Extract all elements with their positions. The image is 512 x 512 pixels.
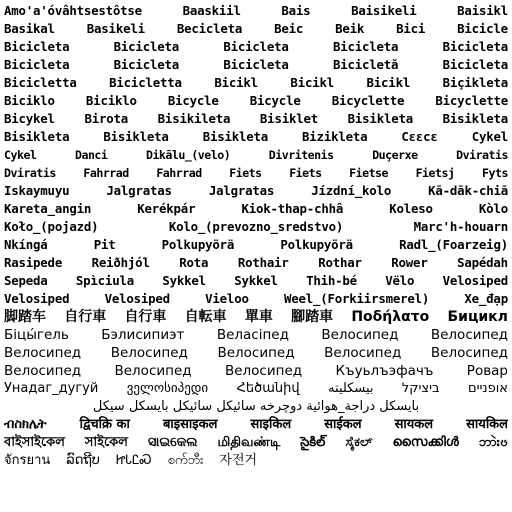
bicycle-word: Fyts <box>482 166 508 180</box>
bicycle-word: Bicicleta <box>4 39 70 54</box>
bicycle-word: Baisikl <box>457 3 508 18</box>
bicycle-word: Baaskiil <box>182 3 241 18</box>
bicycle-word: 自転車 <box>184 309 227 325</box>
bicycle-word: Cykel <box>4 148 37 162</box>
bicycle-word: 脚踏车 <box>4 309 46 325</box>
text-line <box>4 380 508 398</box>
bicycle-word: Velosiped <box>442 273 508 288</box>
bicycle-word: Ποδήλατο <box>351 309 430 325</box>
word-cloud <box>4 2 508 510</box>
text-line <box>4 92 508 110</box>
bicycle-word: ସାଇକେଲ <box>147 435 198 450</box>
bicycle-word: Nkíngá <box>4 237 48 252</box>
bicycle-word: Bicicleta <box>113 57 179 72</box>
text-line <box>4 128 508 146</box>
bicycle-word: Jalgratas <box>106 183 172 198</box>
bicycle-word: Велосипед <box>430 327 508 343</box>
bicycle-word: 腳踏車 <box>291 309 334 325</box>
bicycle-word: Kareta_angin <box>4 201 92 216</box>
bicycle-word: Dikālu_(velo) <box>145 148 231 162</box>
bicycle-word: Велосипед <box>430 345 508 361</box>
bicycle-word: Pit <box>93 237 116 252</box>
text-line <box>4 164 508 182</box>
bicycle-word: Koleso <box>389 201 433 216</box>
text-line <box>4 416 508 434</box>
bicycle-word: बाइसाइकल <box>162 417 218 432</box>
bicycle-word: Kolo_(prevozno_sredstvo) <box>168 219 344 234</box>
bicycle-word: Fahrrad <box>156 166 202 180</box>
text-line <box>4 362 508 380</box>
text-line <box>4 56 508 74</box>
bicycle-word: Bicikl <box>290 75 334 90</box>
bicycle-word: Xe_đạp <box>464 291 508 306</box>
bicycle-word: Bicicleta <box>113 39 179 54</box>
bicycle-word: Velosiped <box>4 291 70 306</box>
text-line <box>4 290 508 308</box>
text-line <box>4 272 508 290</box>
bicycle-word: Cɛɛcɛ <box>401 129 438 144</box>
bicycle-word: Bicicletta <box>4 75 77 90</box>
bicycle-word: സൈക്കിൾ <box>392 435 459 450</box>
bicycle-word: Jízdní_kolo <box>311 183 392 198</box>
bicycle-word: Bais <box>281 3 311 18</box>
bicycle-word: Polkupyörä <box>280 237 353 252</box>
bicycle-word: ᏥᏓᏝᏍ <box>115 453 152 468</box>
bicycle-word: Bicicletă <box>332 57 399 72</box>
bicycle-word: Bicicleta <box>332 39 399 54</box>
bicycle-word: Beic <box>274 21 304 36</box>
bicycle-word: Dviratis <box>4 166 56 180</box>
bicycle-word: Fahrrad <box>83 166 129 180</box>
bicycle-word: Baisikeli <box>351 3 417 18</box>
bicycle-word: Marc'h-houarn <box>413 219 508 234</box>
bicycle-word: Ровар <box>466 363 508 379</box>
bicycle-word: Bicicleta <box>223 57 289 72</box>
bicycle-word: Велосипед <box>321 327 399 343</box>
text-line <box>4 434 508 452</box>
bicycle-word: বাইসাইকেল <box>4 435 65 450</box>
bicycle-word: 자전거 <box>219 453 258 468</box>
bicycle-word: Велосипед <box>324 345 402 361</box>
bicycle-word: Beik <box>335 21 365 36</box>
bicycle-word: द्विचक्रि का <box>79 417 130 432</box>
bicycle-word: Rothair <box>237 255 289 270</box>
bicycle-word: Bicycle <box>249 93 301 108</box>
bicycle-word: Унадаг_дугуй <box>4 381 99 396</box>
bicycle-word: Къуьлъэфачъ <box>335 363 434 379</box>
bicycle-word: Bicikl <box>366 75 411 90</box>
bicycle-word: Sykkel <box>234 273 278 288</box>
bicycle-word: Велосипед <box>4 345 82 361</box>
text-line <box>4 452 508 470</box>
text-line <box>4 146 508 164</box>
bicycle-word: Basikeli <box>86 21 145 36</box>
bicycle-word: Rothar <box>318 255 362 270</box>
bicycle-word: Bisikileta <box>157 111 231 126</box>
bicycle-word: Bici <box>396 21 426 36</box>
bicycle-word: Dviratis <box>456 148 508 162</box>
bicycle-word: Jalgratas <box>208 183 275 198</box>
bicycle-word: ביציקל <box>401 381 440 396</box>
bicycle-word: Velosiped <box>104 291 170 306</box>
bicycle-word: Fiets <box>289 166 322 180</box>
bicycle-word: Bisikleta <box>442 111 508 126</box>
bicycle-word: Bicycle <box>167 93 219 108</box>
bicycle-word: ብስክሌት <box>4 417 47 432</box>
bicycle-word: Bisikleta <box>4 129 70 144</box>
bicycle-word: Bisiklet <box>259 111 319 126</box>
bicycle-word: Reiðhjól <box>91 255 150 270</box>
bicycle-word: Bicykel <box>4 111 55 126</box>
bicycle-word: Bicicleta <box>442 39 508 54</box>
bicycle-word: Kerékpár <box>137 201 196 216</box>
text-line <box>4 344 508 362</box>
bicycle-word: साईकल <box>324 417 362 432</box>
bicycle-word: 自行車 <box>124 309 167 325</box>
bicycle-word: Bicikl <box>214 75 258 90</box>
bicycle-word: மிதிவண்டி <box>217 435 281 450</box>
bicycle-word: Duçerxe <box>372 148 418 162</box>
bicycle-word: Kòlo <box>478 201 508 216</box>
bicycle-word: Велосипед <box>110 345 188 361</box>
bicycle-word: Vëlo <box>385 273 415 288</box>
bicycle-word: सायकल <box>394 417 434 432</box>
bicycle-word: ລົດຖີບ <box>66 453 100 468</box>
bicycle-word: सायकिल <box>466 417 508 432</box>
bicycle-word: จักรยาน <box>4 453 51 468</box>
bicycle-word: Велосипед <box>4 363 82 379</box>
text-line <box>4 110 508 128</box>
bicycle-word: Fiets <box>229 166 262 180</box>
bicycle-word: Rasipede <box>4 255 63 270</box>
bicycle-word: Kiok-thap-chhâ <box>241 201 344 216</box>
bicycle-word: Spìciula <box>75 273 134 288</box>
bicycle-word: Велосипед <box>217 345 295 361</box>
text-line <box>4 236 508 254</box>
bicycle-word: Bicicleta <box>4 57 70 72</box>
bicycle-word: ဘာဲးၓ <box>478 435 508 450</box>
bicycle-word: Kā-dāk-chiā <box>428 183 508 198</box>
bicycle-word: Біцы́гель <box>4 327 69 343</box>
bicycle-word: Велосипед <box>224 363 303 379</box>
bicycle-word: Sapédah <box>457 255 508 270</box>
bicycle-word: စက်ဘီး <box>167 453 204 468</box>
bicycle-word: Radl_(Foarzeig) <box>399 237 508 252</box>
bicycle-word: ಸೈಕಲ್ <box>345 435 373 450</box>
bicycle-word: Веласіпед <box>216 327 289 343</box>
bicycle-word: אופניים <box>467 381 508 396</box>
bicycle-word: Koło_(pojazd) <box>4 219 99 234</box>
bicycle-word: 單車 <box>244 309 273 325</box>
bicycle-word: ველოსიპედი <box>126 381 209 396</box>
bicycle-word: Biçikleta <box>442 75 508 90</box>
text-line <box>4 200 508 218</box>
bicycle-word: Bisikleta <box>347 111 413 126</box>
bicycle-word: Bicicle <box>457 21 508 36</box>
bicycle-word: Sepeda <box>4 273 48 288</box>
bicycle-word: సైకిల్ <box>300 435 326 450</box>
text-line <box>4 74 508 92</box>
bicycle-word: Бэлисипиэт <box>101 327 185 343</box>
bicycle-word: সাইকেল <box>84 435 128 450</box>
bicycle-word: Biciklo <box>85 93 137 108</box>
bicycle-word: Bizikleta <box>302 129 368 144</box>
text-line <box>4 308 508 326</box>
bicycle-word: Rota <box>179 255 209 270</box>
bicycle-word: Danci <box>74 148 108 162</box>
bicycle-word: 自行車 <box>64 309 107 325</box>
bicycle-word: Amo'a'óvâhtsestôtse <box>4 3 142 18</box>
text-line <box>4 2 508 20</box>
bicycle-word: Divritenis <box>268 148 334 162</box>
bicycle-word: साइकिल <box>250 417 292 432</box>
bicycle-word: Bicyclette <box>331 93 405 108</box>
bicycle-word: Bicicletta <box>109 75 182 90</box>
bicycle-word: Bicyclette <box>435 93 508 108</box>
text-line <box>4 254 508 272</box>
text-line <box>4 218 508 236</box>
bicycle-word: Fietse <box>349 166 389 180</box>
bicycle-word: Becicleta <box>176 21 243 36</box>
bicycle-word: Велосипед <box>114 363 192 379</box>
bicycle-word: Bicicleta <box>442 57 508 72</box>
bicycle-word: Polkupyörä <box>161 237 235 252</box>
bicycle-word: بیسکلیته <box>328 381 374 396</box>
text-line <box>4 20 508 38</box>
bicycle-word: Бицикл <box>447 309 508 325</box>
bicycle-word: Iskaymuyu <box>4 183 70 198</box>
bicycle-word: Fietsj <box>415 166 455 180</box>
bicycle-word: Rower <box>391 255 428 270</box>
bicycle-word: Bisikleta <box>103 129 169 144</box>
bicycle-word: Sykkel <box>162 273 206 288</box>
bicycle-word: Հեծանիվ <box>236 381 300 396</box>
bicycle-word: Weel_(Forkiirsmerel) <box>283 291 430 306</box>
bicycle-word: Cykel <box>471 129 508 144</box>
bicycle-word: Basikal <box>4 21 55 36</box>
bicycle-word: Bisikleta <box>202 129 269 144</box>
bicycle-word: Birota <box>84 111 129 126</box>
text-line <box>4 38 508 56</box>
bicycle-word: Thih-bé <box>306 273 357 288</box>
bicycle-word: Bicicleta <box>223 39 289 54</box>
text-line <box>4 326 508 344</box>
bicycle-word: بايسکل دراجة_هوائية دوچرخه سائیکل سائیکل بایسکل سیکل <box>92 399 420 414</box>
bicycle-word: Vieloo <box>205 291 249 306</box>
text-line <box>4 398 508 416</box>
text-line <box>4 182 508 200</box>
bicycle-word: Biciklo <box>4 93 55 108</box>
